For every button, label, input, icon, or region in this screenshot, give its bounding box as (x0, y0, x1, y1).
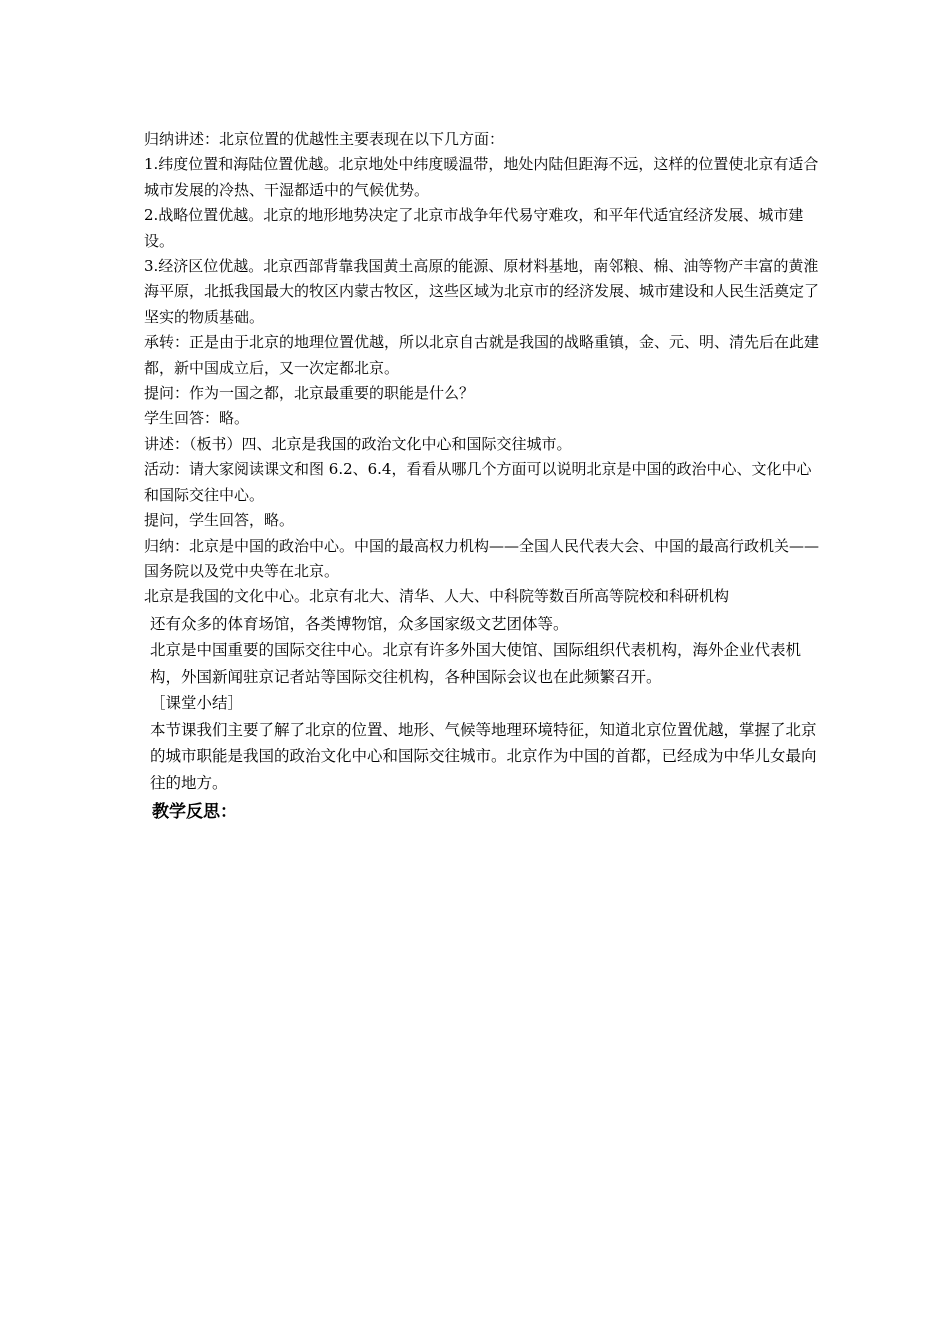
document-page (144, 127, 824, 826)
class-summary-label: ［课堂小结］ (150, 694, 244, 713)
cultural-continued: 还有众多的体育场馆，各类博物馆，众多国家级文艺团体等。 (150, 614, 569, 633)
summary-political: 归纳：北京是中国的政治中心。中国的最高权力机构——全国人民代表大会、中国的最高行政机关——国务院以及党中央等在北京。 (144, 536, 820, 580)
summary-intro: 归纳讲述：北京位置的优越性主要表现在以下几方面： (144, 130, 505, 148)
lecture-board: 讲述：（板书）四、北京是我国的政治文化中心和国际交往城市。 (144, 434, 572, 453)
point-strategic: 2.战略位置优越。北京的地形地势决定了北京市战争年代易守难攻，和平年代适宜经济发展、城市建设。 (144, 206, 804, 250)
lesson-body-sans (150, 611, 824, 797)
question-answer: 提问，学生回答，略。 (144, 511, 295, 530)
transition: 承转：正是由于北京的地理位置优越，所以北京自古就是我国的战略重镇，金、元、明、清先后在此建都，新中国成立后，又一次定都北京。 (144, 333, 820, 377)
lesson-body-serif (144, 127, 824, 610)
activity: 活动：请大家阅读课文和图 6.2、6.4，看看从哪几个方面可以说明北京是中国的政治中心、文化中心和国际交往中心。 (144, 460, 812, 504)
point-economic: 3.经济区位优越。北京西部背靠我国黄土高原的能源、原材料基地，南邻粮、棉、油等物产丰富的黄淮海平原，北抵我国最大的牧区内蒙古牧区，这些区域为北京市的经济发展、城市建设和人民生活奠定了坚实的物质基础。 (144, 257, 820, 326)
reflection-heading: 教学反思： (152, 802, 237, 823)
question-function: 提问：作为一国之都，北京最重要的职能是什么？ (144, 384, 475, 403)
class-summary-text: 本节课我们主要了解了北京的位置、地形、气候等地理环境特征，知道北京位置优越，掌握了北京的城市职能是我国的政治文化中心和国际交往城市。北京作为中国的首都，已经成为中华儿女最向往的地方。 (150, 720, 817, 792)
point-latitude: 1.纬度位置和海陆位置优越。北京地处中纬度暖温带，地处内陆但距海不远，这样的位置使北京有适合城市发展的冷热、干湿都适中的气候优势。 (144, 155, 819, 199)
student-answer: 学生回答：略。 (144, 409, 250, 428)
international-center: 北京是中国重要的国际交往中心。北京有许多外国大使馆、国际组织代表机构，海外企业代表机构，外国新闻驻京记者站等国际交往机构，各种国际会议也在此频繁召开。 (150, 641, 802, 686)
summary-cultural: 北京是我国的文化中心。北京有北大、清华、人大、中科院等数百所高等院校和科研机构 (144, 587, 730, 606)
